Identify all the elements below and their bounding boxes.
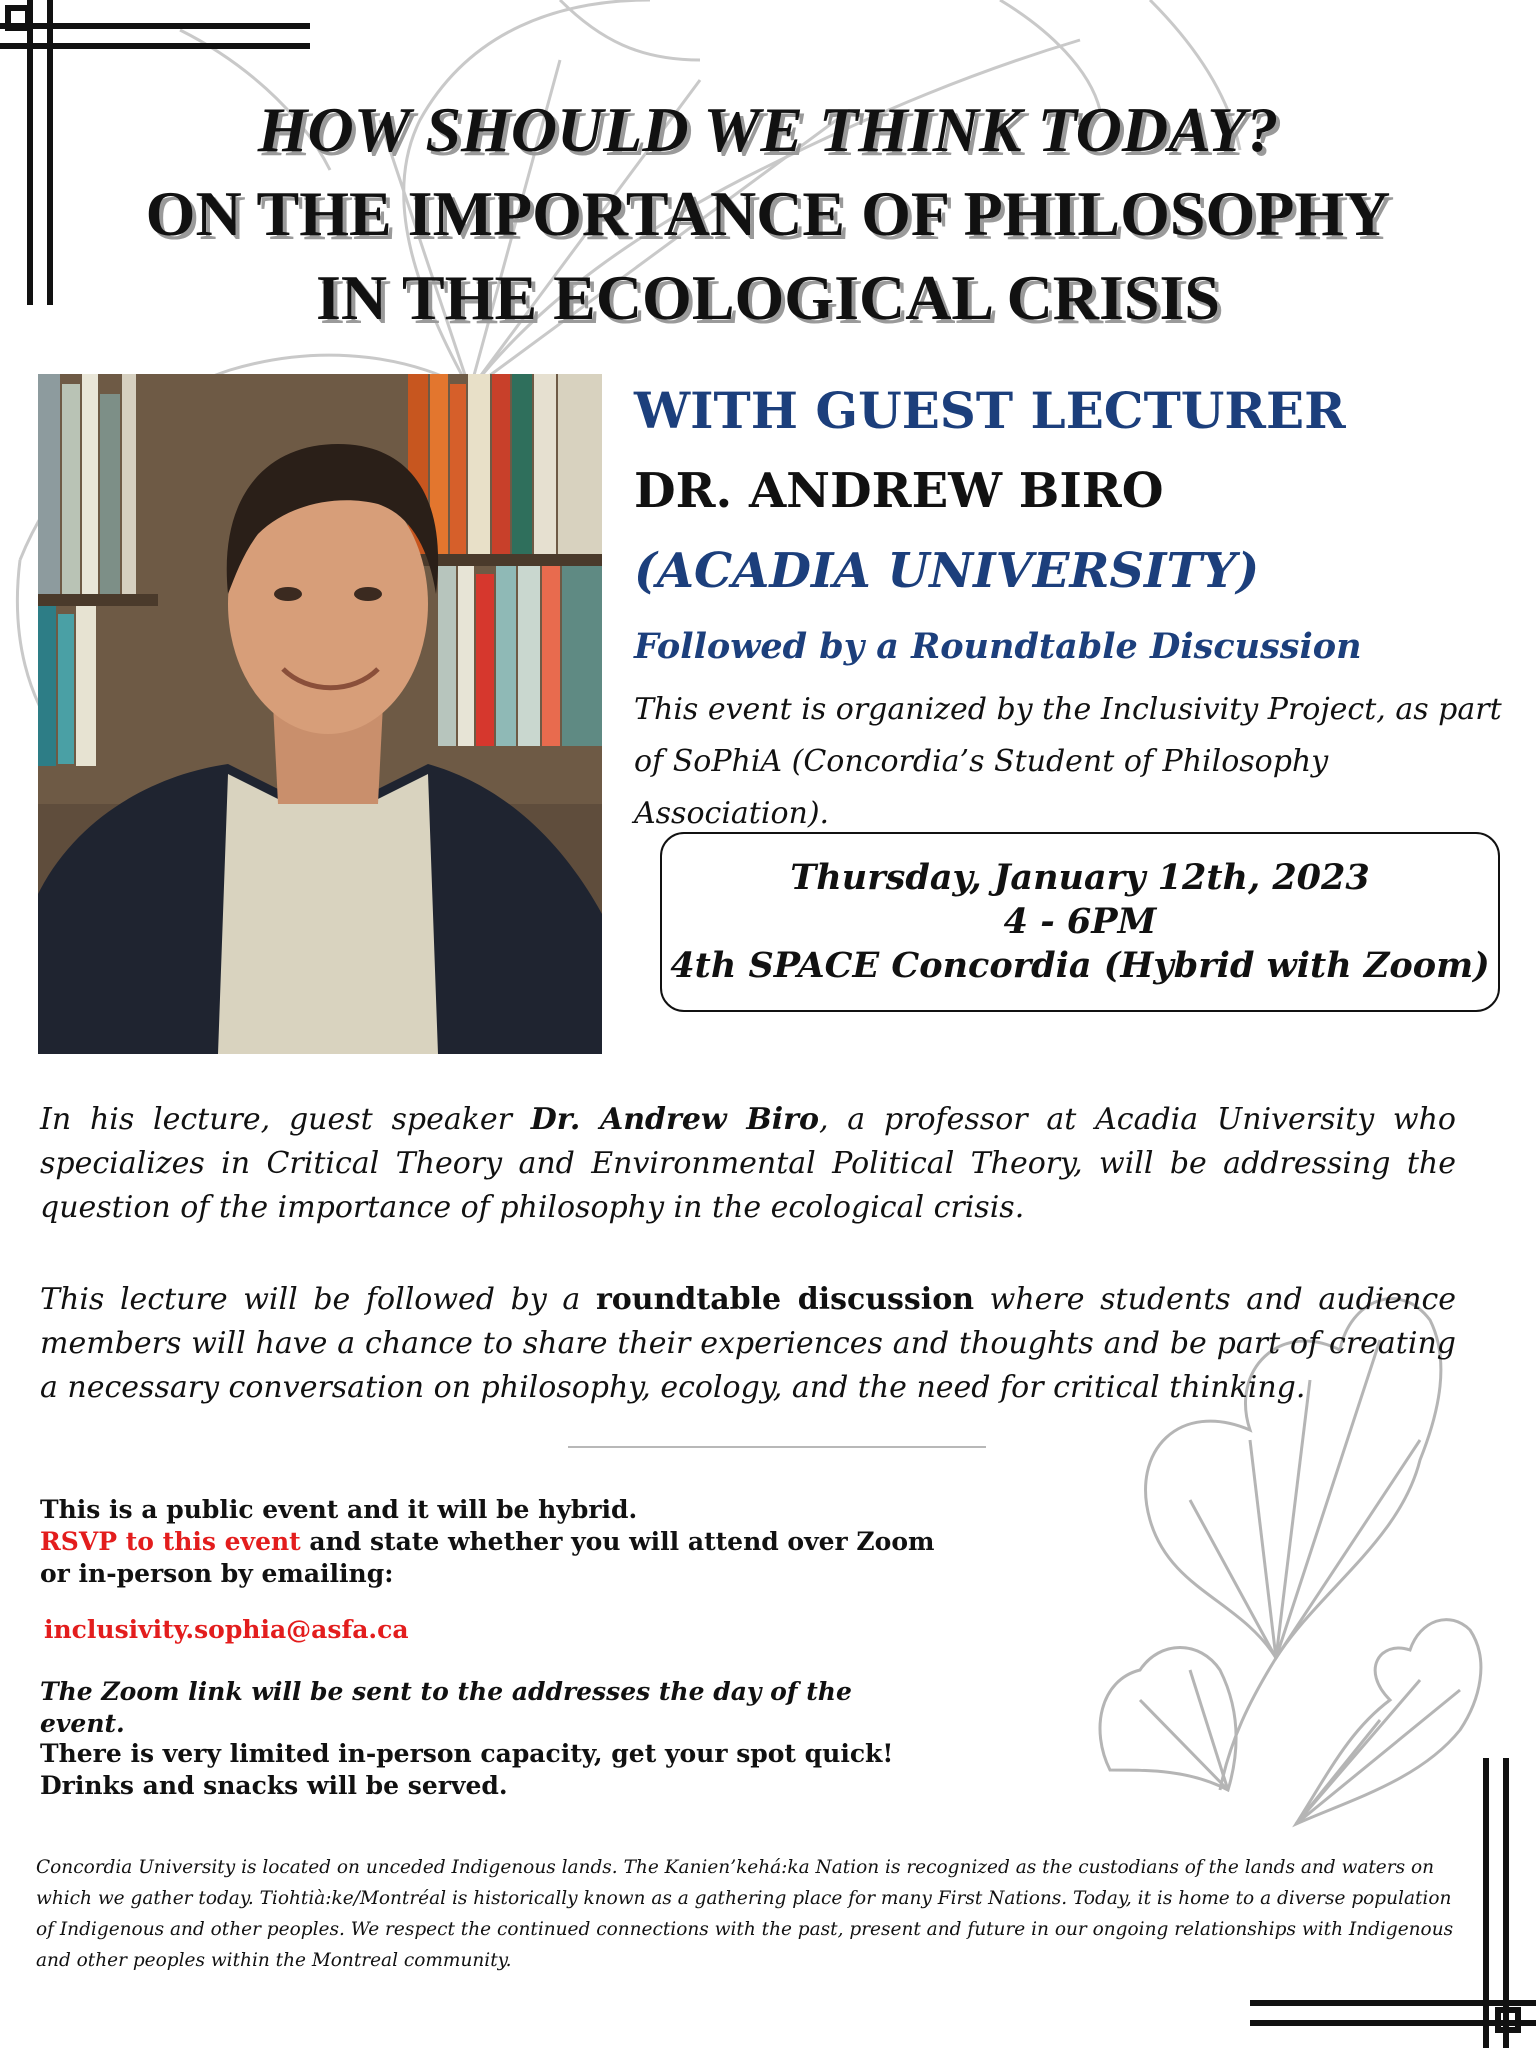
land-acknowledgement: Concordia University is located on unceded Indigenous lands. The Kanien’kehá:ka Nation is recognized as the custodians of the lands and waters on which we gather today. Tiohtià:ke/Montréal is historically known as a gathering place for many First Nations. Today, it is home to a diverse population of Indigenous and other peoples. We respect the continued connections with the past, present and future in our ongoing relationships with Indigenous and other peoples within the Montreal community.	[36, 1857, 1454, 1971]
refreshments-note: Drinks and snacks will be served.	[40, 1771, 508, 1800]
event-time: 4 - 6PM	[1003, 901, 1157, 942]
event-details-box	[660, 832, 1500, 1012]
speaker-name-bold: Dr. Andrew Biro	[530, 1102, 819, 1137]
capacity-block	[40, 1738, 940, 1802]
guest-info	[634, 380, 1524, 840]
event-location: 4th SPACE Concordia (Hybrid with Zoom)	[670, 945, 1490, 986]
capacity-note: There is very limited in-person capacity, get your spot quick!	[40, 1739, 894, 1768]
speaker-photo	[38, 374, 602, 1054]
event-title	[0, 88, 1536, 340]
public-event-line: This is a public event and it will be hybrid.	[40, 1495, 638, 1524]
event-date: Thursday, January 12th, 2023	[790, 857, 1370, 898]
rsvp-block	[40, 1494, 940, 1590]
title-line-2: ON THE IMPORTANCE OF PHILOSOPHY	[145, 178, 1391, 249]
roundtable-bold: roundtable discussion	[595, 1282, 975, 1317]
lecturer-affiliation: (ACADIA UNIVERSITY)	[634, 543, 1260, 599]
rsvp-link[interactable]: RSVP to this event	[40, 1527, 301, 1556]
title-line-1: HOW SHOULD WE THINK TODAY?	[257, 94, 1279, 165]
section-divider	[568, 1446, 986, 1448]
roundtable-description: This lecture will be followed by a roundtable discussion where students and audience members will have a chance to share their experiences and thoughts and be part of creating a necessary conversation on philosophy, ecology, and the need for critical thinking.	[40, 1282, 1457, 1405]
rsvp-email-link[interactable]: inclusivity.sophia@asfa.ca	[44, 1615, 409, 1644]
lecturer-name: DR. ANDREW BIRO	[634, 463, 1164, 519]
roundtable-note: Followed by a Roundtable Discussion	[634, 626, 1362, 667]
organizer-note: This event is organized by the Inclusivity Project, as part of SoPhiA (Concordia’s Student of Philosophy Association).	[634, 692, 1502, 831]
rsvp-instructions: and state whether you will attend over Zoom or in-person by emailing:	[40, 1527, 935, 1588]
lecture-description: In his lecture, guest speaker Dr. Andrew Biro, a professor at Acadia University who specializes in Critical Theory and Environmental Political Theory, will be addressing the question of the importance of philosophy in the ecological crisis.	[40, 1102, 1456, 1225]
zoom-link-note: The Zoom link will be sent to the addresses the day of the event.	[40, 1677, 852, 1738]
guest-heading: WITH GUEST LECTURER	[634, 381, 1346, 440]
title-line-3: IN THE ECOLOGICAL CRISIS	[316, 262, 1220, 333]
